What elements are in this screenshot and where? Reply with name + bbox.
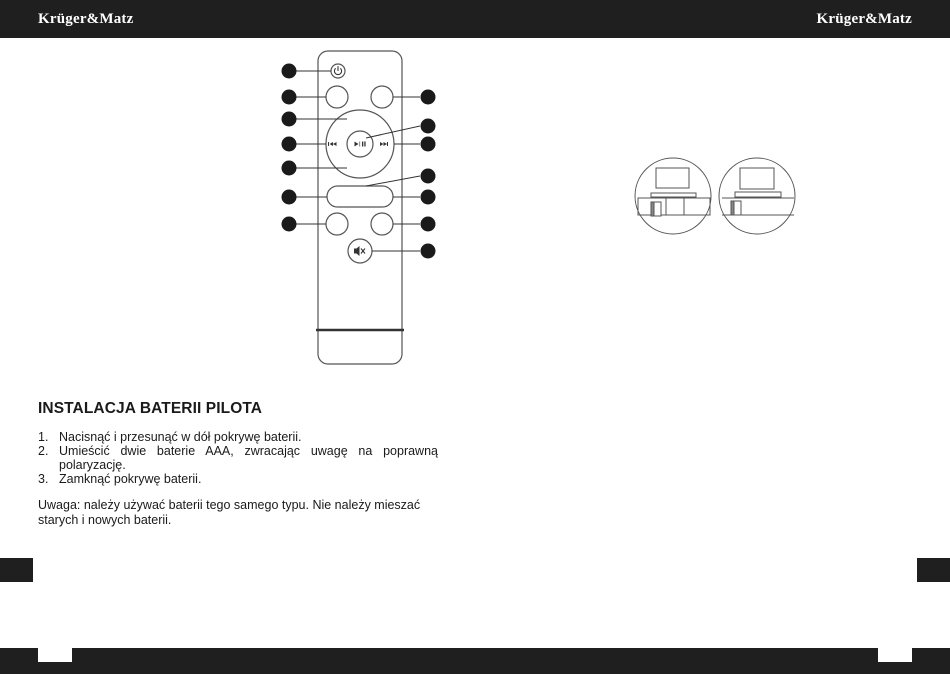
list-item — [38, 444, 438, 472]
input-button — [326, 86, 348, 108]
brand-logo-right: Krüger&Matz — [816, 11, 912, 27]
callout-2 — [282, 90, 297, 105]
play-pause-icon — [355, 142, 366, 147]
mode-button — [371, 213, 393, 235]
previous-icon — [328, 142, 337, 146]
list-item — [38, 472, 438, 486]
step-text: Umieścić dwie baterie AAA, zwracając uwagę na poprawną polaryzację. — [59, 444, 438, 472]
callout-14 — [421, 244, 436, 259]
remote-control-diagram — [270, 46, 445, 371]
next-icon — [380, 142, 388, 146]
callout-9 — [421, 119, 436, 134]
step-number: 1. — [38, 430, 49, 444]
callout-4 — [282, 137, 297, 152]
page-number-box-left — [38, 648, 72, 662]
mute-button — [348, 239, 372, 263]
step-number: 2. — [38, 444, 49, 458]
callout-13 — [421, 217, 436, 232]
battery-section-title: INSTALACJA BATERII PILOTA — [38, 400, 263, 417]
battery-steps-list — [38, 430, 438, 486]
step-text: Nacisnąć i przesunąć w dół pokrywę baterii. — [59, 430, 302, 444]
placement-illustration — [628, 152, 800, 240]
callout-11 — [421, 169, 436, 184]
page-number-box-right — [878, 648, 912, 662]
power-icon — [334, 66, 341, 74]
step-text: Zamknąć pokrywę baterii. — [59, 472, 202, 486]
callout-10 — [421, 137, 436, 152]
volume-button — [327, 186, 393, 207]
callout-12 — [421, 190, 436, 205]
tv-on-stand-illustration — [719, 158, 795, 234]
callout-1 — [282, 64, 297, 79]
side-tab-right — [917, 558, 950, 582]
side-tab-left — [0, 558, 33, 582]
callout-5 — [282, 161, 297, 176]
step-number: 3. — [38, 472, 49, 486]
battery-note: Uwaga: należy używać baterii tego samego typu. Nie należy mieszać starych i nowych baterii. — [38, 498, 421, 527]
bluetooth-button — [371, 86, 393, 108]
callout-7 — [282, 217, 297, 232]
callout-8 — [421, 90, 436, 105]
header-bar — [0, 0, 950, 38]
eq-button — [326, 213, 348, 235]
callout-6 — [282, 190, 297, 205]
tv-on-cabinet-illustration — [635, 158, 711, 234]
brand-logo-left: Krüger&Matz — [38, 11, 134, 27]
footer-bar — [0, 648, 950, 674]
list-item — [38, 430, 438, 444]
callout-3 — [282, 112, 297, 127]
mute-icon — [354, 246, 365, 256]
